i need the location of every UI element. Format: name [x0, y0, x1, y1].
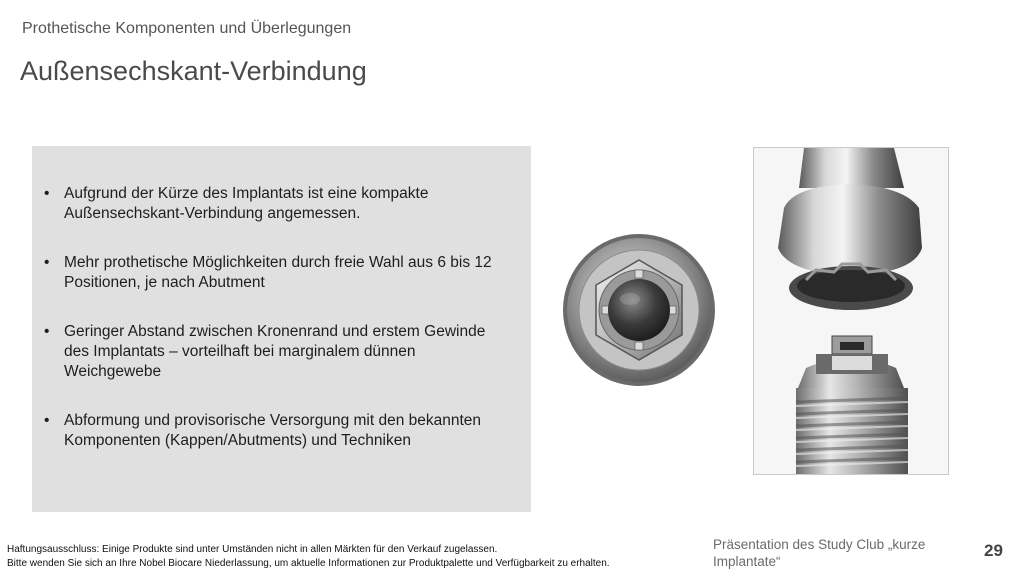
bullet-dot: •: [44, 185, 50, 202]
slide-subtitle: Prothetische Komponenten und Überlegungen: [22, 20, 352, 37]
bullet-text: Abformung und provisorische Versorgung mit den bekannten Komponenten (Kappen/Abutments) und Techniken: [64, 412, 482, 449]
abutment-photo-frame: [753, 147, 949, 475]
disclaimer-line: Bitte wenden Sie sich an Ihre Nobel Biocare Niederlassung, um aktuelle Informationen zur Produktpalette und Verfügbarkeit zu erhalten.: [7, 558, 610, 569]
presentation-name: Präsentation des Study Club „kurze Implantate“: [713, 537, 926, 569]
bullet-text: Aufgrund der Kürze des Implantats ist eine kompakte Außensechskant-Verbindung angemessen.: [64, 185, 429, 222]
bullet-dot: •: [44, 254, 50, 271]
bullet-item: [44, 184, 514, 224]
bullet-list: [44, 184, 514, 480]
bullet-text: Geringer Abstand zwischen Kronenrand und erstem Gewinde des Implantats – vorteilhaft bei marginalem dünnen Weichgewebe: [64, 323, 486, 380]
bullet-dot: •: [44, 412, 50, 429]
disclaimer: [7, 543, 610, 571]
implant-top-view-image: [562, 233, 716, 387]
bullet-item: [44, 322, 514, 382]
bullet-item: [44, 411, 514, 451]
disclaimer-line: Haftungsausschluss: Einige Produkte sind unter Umständen nicht in allen Märkten für den Verkauf zugelassen.: [7, 544, 498, 555]
abutment-implant-image: [754, 148, 948, 474]
slide-title: Außensechskant-Verbindung: [20, 56, 367, 86]
bullet-item: [44, 253, 514, 293]
bullet-text: Mehr prothetische Möglichkeiten durch freie Wahl aus 6 bis 12 Positionen, je nach Abutment: [64, 254, 492, 291]
page-number: 29: [984, 541, 1003, 560]
bullet-dot: •: [44, 323, 50, 340]
bullet-box: [32, 146, 531, 512]
